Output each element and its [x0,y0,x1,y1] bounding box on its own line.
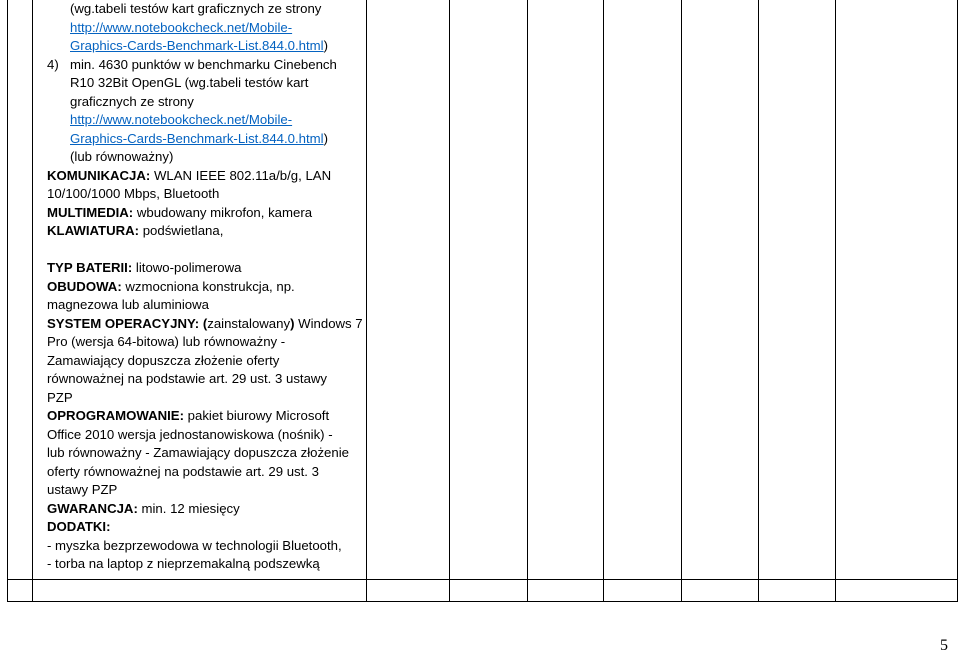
spec-value: pakiet biurowy Microsoft [184,408,330,423]
page-number: 5 [940,637,948,654]
spec-label: ) [290,315,295,331]
spec-obudowa [47,278,367,315]
spec-value: Windows 7 [294,315,363,331]
spec-label: KOMUNIKACJA: [47,167,151,183]
item-3-continuation [47,0,367,56]
table-row-divider [7,579,958,580]
table-column-line [449,0,450,602]
spec-value: lub równoważny - Zamawiający dopuszcza złożenie [47,445,349,460]
spec-value: ustawy PZP [47,482,118,497]
spec-klawiatura [47,222,367,241]
spec-bateria [47,259,367,278]
spec-value: podświetlana, [139,223,224,238]
spec-value: wzmocniona konstrukcja, np. [121,278,295,294]
spec-oprogramowanie [47,407,367,500]
table-column-line [32,0,33,602]
spec-value: - torba na laptop z nieprzemakalną podszewką [47,556,320,571]
spec-value: - myszka bezprzewodowa w technologii Bluetooth, [47,537,342,553]
spec-value: min. 12 miesięcy [137,500,240,516]
spec-value: PZP [47,389,73,405]
benchmark-link[interactable]: http://www.notebookcheck.net/Mobile- [70,19,293,35]
spec-label: MULTIMEDIA: [47,204,134,220]
spec-dodatki [47,518,367,574]
spec-label: OBUDOWA: [47,278,122,294]
benchmark-link[interactable]: http://www.notebookcheck.net/Mobile- [70,112,293,127]
text-fragment: ) [323,130,328,146]
spec-value: litowo-polimerowa [132,260,242,275]
table-border-right [957,0,958,602]
item-4 [47,56,367,167]
spec-multimedia [47,204,367,223]
table-column-line [835,0,836,602]
spec-value: WLAN IEEE 802.11a/b/g, LAN [150,167,332,183]
spec-gwarancja [47,500,367,519]
spec-value: równoważnej na podstawie art. 29 ust. 3 ustawy [47,371,328,386]
blank-line [47,241,367,260]
text-line: graficznych ze strony [70,93,194,109]
spec-value: oferty równoważnej na podstawie art. 29 ust. 3 [47,463,319,479]
spec-value: Office 2010 wersja jednostanowiskowa (nośnik) - [47,426,333,442]
table-column-line [603,0,604,602]
spec-label: DODATKI: [47,519,111,534]
spec-system [47,315,367,408]
text-line: (lub równoważny) [70,149,174,164]
spec-value: magnezowa lub aluminiowa [47,297,210,312]
spec-value: Zamawiający dopuszcza złożenie oferty [47,352,280,368]
table-column-line [681,0,682,602]
spec-label: SYSTEM OPERACYJNY: ( [47,315,208,331]
text-fragment: ) [323,38,328,53]
spec-value: 10/100/1000 Mbps, Bluetooth [47,186,220,201]
text-line: R10 32Bit OpenGL (wg.tabeli testów kart [70,75,309,90]
benchmark-link[interactable]: Graphics-Cards-Benchmark-List.844.0.html [70,38,324,53]
text-line: (wg.tabeli testów kart graficznych ze strony [70,1,322,16]
benchmark-link[interactable]: Graphics-Cards-Benchmark-List.844.0.html [70,130,324,146]
spec-value: wbudowany mikrofon, kamera [133,204,313,220]
table-border-left [7,0,8,602]
table-column-line [527,0,528,602]
spec-label: TYP BATERII: [47,260,133,275]
list-number: 4) [47,56,59,72]
spec-label: KLAWIATURA: [47,223,140,238]
spec-label: GWARANCJA: [47,500,138,516]
spec-value: Pro (wersja 64-bitowa) lub równoważny - [47,334,286,349]
table-border-bottom [7,601,958,602]
spec-cell [47,0,367,574]
spec-komunikacja [47,167,367,204]
spec-label: OPROGRAMOWANIE: [47,408,184,423]
spec-value: zainstalowany [207,315,291,331]
text-line: min. 4630 punktów w benchmarku Cinebench [70,56,337,72]
table-column-line [758,0,759,602]
